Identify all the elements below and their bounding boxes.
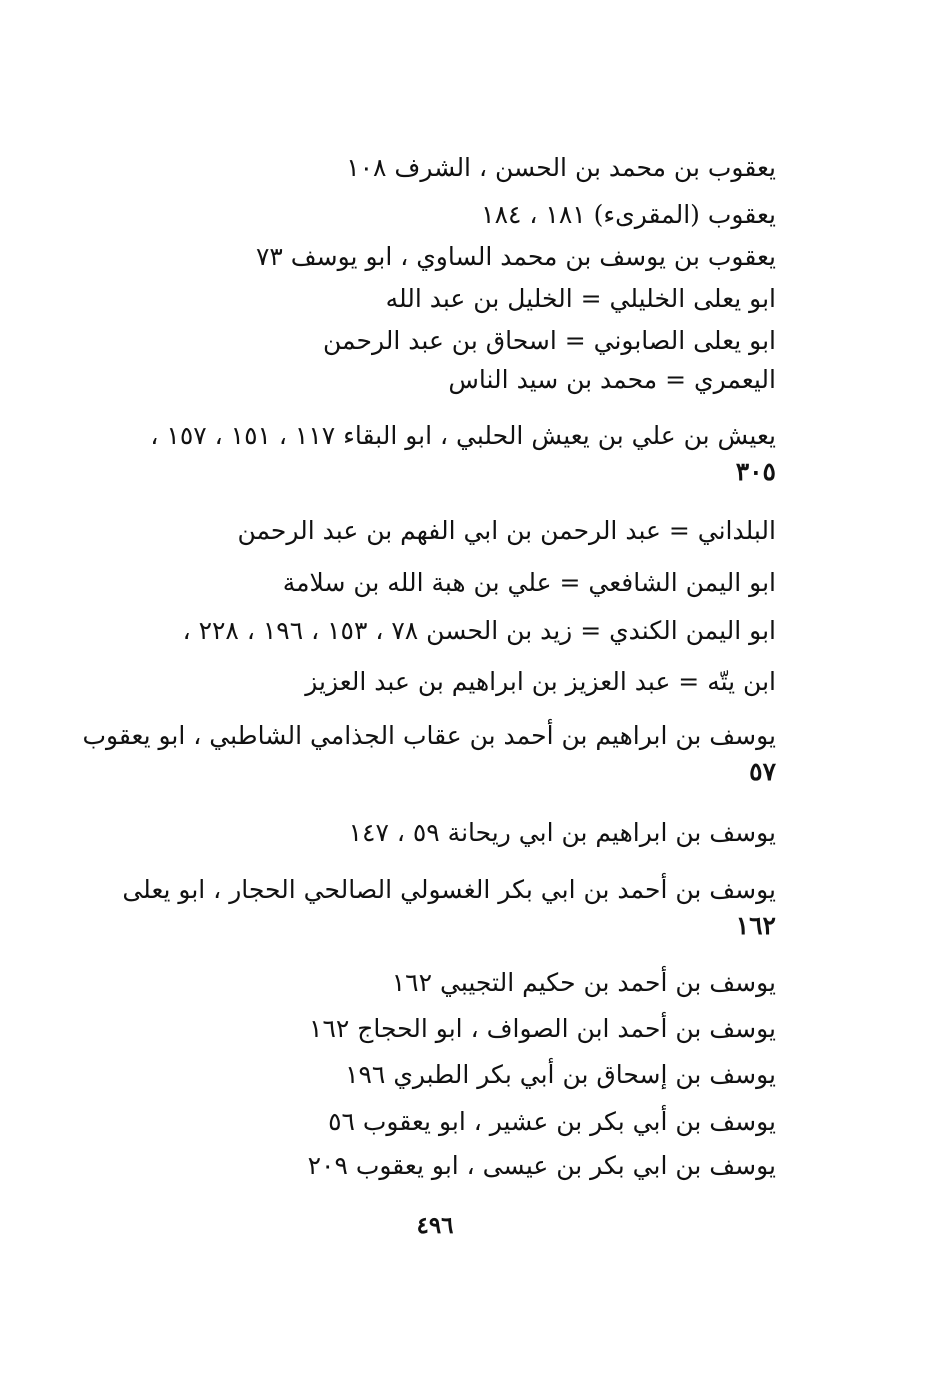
index-entry bbox=[82, 718, 776, 790]
index-entry: يوسف بن إسحاق بن أبي بكر الطبري ١٩٦ bbox=[345, 1060, 776, 1089]
entry-page-continuation: ٥٧ bbox=[749, 757, 776, 786]
entry-text: يوسف بن ابراهيم بن أحمد بن عقاب الجذامي الشاطبي ، ابو يعقوب bbox=[82, 721, 776, 750]
index-entry: يوسف بن أحمد ابن الصواف ، ابو الحجاج ١٦٢ bbox=[309, 1014, 776, 1043]
entry-page-continuation: ٣٠٥ bbox=[735, 457, 776, 486]
entry-text: يعيش بن علي بن يعيش الحلبي ، ابو البقاء ١١٧ ، ١٥١ ، ١٥٧ ، bbox=[150, 421, 776, 450]
entry-page-continuation: ١٦٢ bbox=[735, 911, 776, 940]
index-entry: يعقوب بن محمد بن الحسن ، الشرف ١٠٨ bbox=[346, 153, 776, 182]
index-entry: يعقوب بن يوسف بن محمد الساوي ، ابو يوسف ٧٣ bbox=[256, 242, 776, 271]
index-entry: ابو يعلى الصابوني = اسحاق بن عبد الرحمن bbox=[323, 326, 776, 355]
index-entry bbox=[120, 418, 776, 490]
index-entry: يوسف بن ابراهيم بن ابي ريحانة ٥٩ ، ١٤٧ bbox=[348, 818, 776, 847]
index-entry: ابو اليمن الشافعي = علي بن هبة الله بن سلامة bbox=[282, 568, 776, 597]
page-number: ٤٩٦ bbox=[416, 1212, 454, 1239]
entry-text: يوسف بن أحمد بن ابي بكر الغسولي الصالحي الحجار ، ابو يعلى bbox=[122, 875, 776, 904]
index-entry: اليعمري = محمد بن سيد الناس bbox=[448, 365, 776, 394]
index-entry: يوسف بن أحمد بن حكيم التجيبي ١٦٢ bbox=[391, 968, 776, 997]
index-entry: ابو اليمن الكندي = زيد بن الحسن ٧٨ ، ١٥٣ ، ١٩٦ ، ٢٢٨ ، bbox=[182, 616, 776, 645]
index-entry: يوسف بن أبي بكر بن عشير ، ابو يعقوب ٥٦ bbox=[328, 1107, 776, 1136]
index-entry: يعقوب (المقرىء) ١٨١ ، ١٨٤ bbox=[481, 200, 776, 229]
index-entry: ابو يعلى الخليلي = الخليل بن عبد الله bbox=[385, 284, 776, 313]
index-entry: البلداني = عبد الرحمن بن ابي الفهم بن عبد الرحمن bbox=[237, 516, 776, 545]
index-entry bbox=[120, 872, 776, 944]
index-entry: ابن يتّه = عبد العزيز بن ابراهيم بن عبد العزيز bbox=[305, 667, 776, 696]
index-entry: يوسف بن ابي بكر بن عيسى ، ابو يعقوب ٢٠٩ bbox=[307, 1151, 776, 1180]
